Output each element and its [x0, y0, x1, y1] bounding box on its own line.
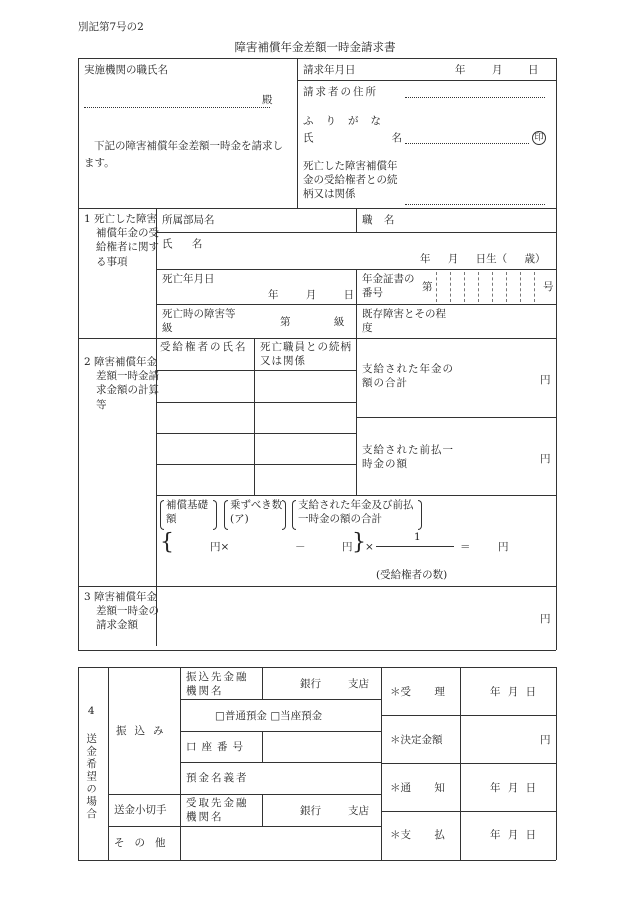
recv-bank-label: 受取先金融機関名 — [186, 797, 249, 824]
account-types[interactable]: □普通預金 □当座預金 — [215, 710, 323, 722]
holder-label: 預金名義者 — [186, 772, 249, 784]
dono-text: 殿 — [262, 94, 273, 106]
form-number: 別記第7号の2 — [78, 21, 144, 33]
post-label: 職 名 — [362, 214, 399, 226]
section2-label: 2 障害補償年金差額一時金請求金額の計算等 — [84, 356, 159, 411]
section1-label: 1 死亡した障害補償年金の受給権者に関する事項 — [84, 213, 159, 268]
cert-suffix: 号 — [543, 281, 554, 293]
formula-minus: － — [295, 541, 306, 553]
formula-times: × — [365, 541, 374, 553]
day-text: 日 — [528, 64, 539, 76]
section4-label: 4 送金希望の場合 — [85, 705, 98, 821]
relation-label: 死亡した障害補償年金の受給権者との続柄又は関係 — [303, 160, 398, 201]
year-text: 年 — [455, 64, 466, 76]
transfer-label: 振込み — [116, 725, 172, 737]
formula-result-yen: 円 — [498, 541, 509, 553]
paid-pension-yen: 円 — [540, 374, 551, 386]
account-no-label: 口座番号 — [186, 741, 248, 753]
notice-label: ＊通 知 — [390, 782, 445, 794]
section3-label: 3 障害補償年金差額一時金の請求金額 — [84, 591, 159, 632]
receipt-label: ＊受 理 — [390, 686, 445, 698]
cert-prefix: 第 — [422, 281, 433, 293]
birth-suffix: 年 月 日生（ 歳） — [420, 253, 546, 265]
death-date-label: 死亡年月日 — [162, 273, 215, 285]
recv-bank-text: 銀行 — [300, 805, 321, 817]
existing-label: 既存障害とその程度 — [362, 308, 446, 335]
month-text: 月 — [492, 64, 503, 76]
name-label: 氏名 — [303, 132, 480, 144]
grade-value: 第 級 — [280, 316, 345, 328]
formula-denominator: (受給権者の数) — [376, 569, 448, 581]
paid-lump-yen: 円 — [540, 453, 551, 465]
formula-numerator: 1 — [414, 531, 421, 543]
branch-text: 支店 — [348, 678, 369, 690]
bank-text: 銀行 — [300, 678, 321, 690]
notice-date: 年 月 日 — [490, 782, 537, 794]
seal-icon: 印 — [532, 131, 546, 145]
formula-yen-times: 円× — [210, 541, 230, 553]
formula-brace-close: } — [352, 530, 366, 555]
relation-col: 死亡職員との続柄又は関係 — [260, 341, 352, 368]
address-label: 請求者の住所 — [303, 86, 378, 98]
recipient-name-col: 受給権者の氏名 — [160, 341, 248, 353]
decided-label: ＊決定金額 — [390, 734, 443, 746]
formula-brace-open: { — [160, 530, 174, 555]
grade-label: 死亡時の障害等級 — [162, 308, 236, 335]
check-label: 送金小切手 — [114, 804, 167, 816]
form-title: 障害補償年金差額一時金請求書 — [234, 40, 396, 54]
paid-lump-label: 支給された前払一時金の額 — [362, 444, 454, 471]
bank-label: 振込先金融機関名 — [186, 671, 249, 698]
other-label: その他 — [114, 837, 176, 849]
formula-base-label: 補償基礎額 — [166, 499, 208, 526]
recv-branch-text: 支店 — [348, 805, 369, 817]
dept-label: 所属部局名 — [162, 214, 215, 226]
request-text: 下記の障害補償年金差額一時金を請求します。 — [84, 140, 283, 169]
decided-yen: 円 — [540, 734, 551, 746]
pay-label: ＊支 払 — [390, 829, 445, 841]
cert-label: 年金証書の番号 — [362, 273, 415, 300]
formula-paid-label: 支給された年金及び前払一時金の額の合計 — [298, 499, 414, 526]
deceased-name-label: 氏 名 — [162, 238, 211, 250]
request-date-label: 請求年月日 — [303, 64, 356, 76]
formula-mult-label: 乗ずべき数(ア) — [230, 499, 283, 526]
formula-equals: ＝ — [460, 541, 471, 553]
formula-yen: 円 — [342, 541, 353, 553]
paid-pension-label: 支給された年金の額の合計 — [362, 363, 454, 390]
death-date-value: 年 月 日 — [268, 289, 355, 301]
section3-yen: 円 — [540, 613, 551, 625]
receipt-date: 年 月 日 — [490, 686, 537, 698]
pay-date: 年 月 日 — [490, 829, 537, 841]
agency-label: 実施機関の職氏名 — [84, 64, 168, 76]
furigana-label: ふりがな — [303, 115, 393, 127]
